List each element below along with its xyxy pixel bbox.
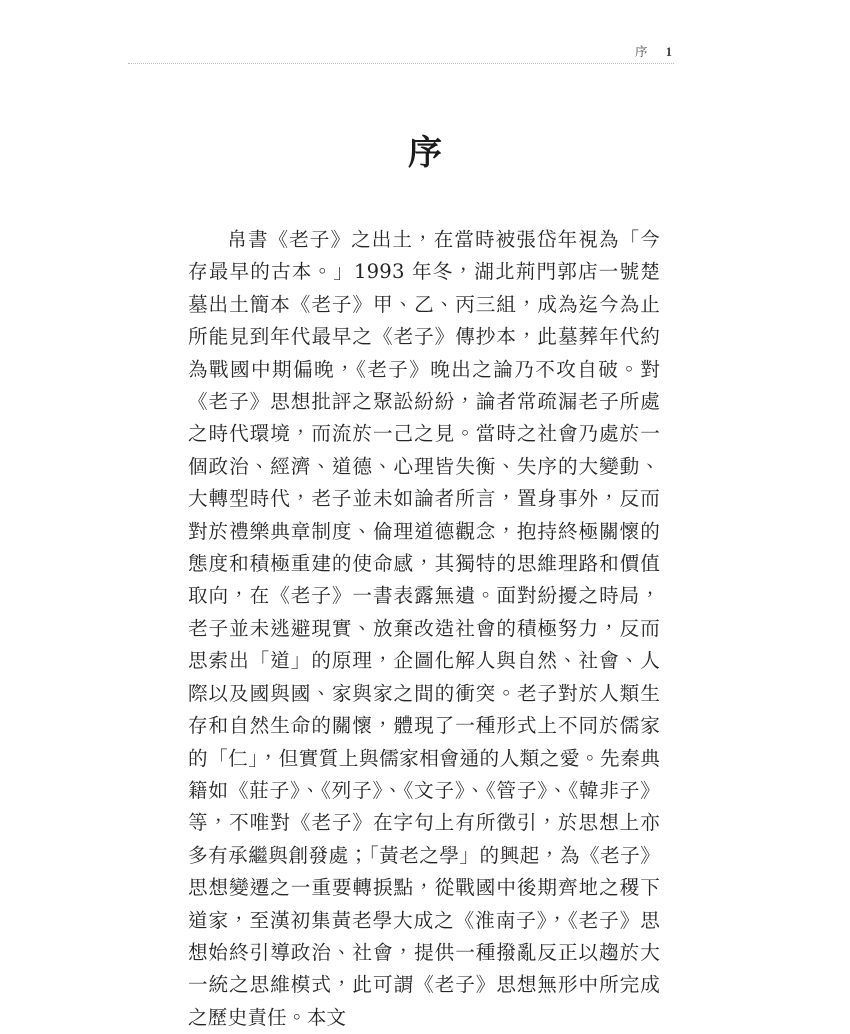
running-head bbox=[128, 34, 674, 64]
body-text-block bbox=[188, 224, 660, 1034]
page-title: 序 bbox=[408, 132, 442, 173]
running-head-label: 序 bbox=[634, 43, 648, 59]
body-paragraph: 帛書《老子》之出土，在當時被張岱年視為「今存最早的古本。」1993 年冬，湖北荊門郭店一號楚墓出土簡本《老子》甲、乙、丙三組，成為迄今為止所能見到年代最早之《老子》傳抄本，此墓葬年代約為戰國中期偏晚，《老子》晚出之論乃不攻自破。對《老子》思想批評之聚訟紛紛，論者常疏漏老子所處之時代環境，而流於一己之見。當時之社會乃處於一個政治、經濟、道德、心理皆失衡、失序的大變動、大轉型時代，老子並未如論者所言，置身事外，反而對於禮樂典章制度、倫理道德觀念，抱持終極關懷的態度和積極重建的使命感，其獨特的思維理路和價值取向，在《老子》一書表露無遺。面對紛擾之時局，老子並未逃避現實、放棄改造社會的積極努力，反而思索出「道」的原理，企圖化解人與自然、社會、人際以及國與國、家與家之間的衝突。老子對於人類生存和自然生命的關懷，體現了一種形式上不同於儒家的「仁」，但實質上與儒家相會通的人類之愛。先秦典籍如《莊子》、《列子》、《文子》、《管子》、《韓非子》等，不唯對《老子》在字句上有所徵引，於思想上亦多有承繼與創發處；「黃老之學」的興起，為《老子》思想變遷之一重要轉捩點，從戰國中後期齊地之稷下道家，至漢初集黃老學大成之《淮南子》，《老子》思想始終引導政治、社會，提供一種撥亂反正以趨於大一統之思維模式，此可謂《老子》思想無形中所完成之歷史責任。本文 bbox=[188, 228, 660, 1029]
page-number: 1 bbox=[665, 44, 672, 59]
running-head-divider bbox=[128, 62, 674, 64]
